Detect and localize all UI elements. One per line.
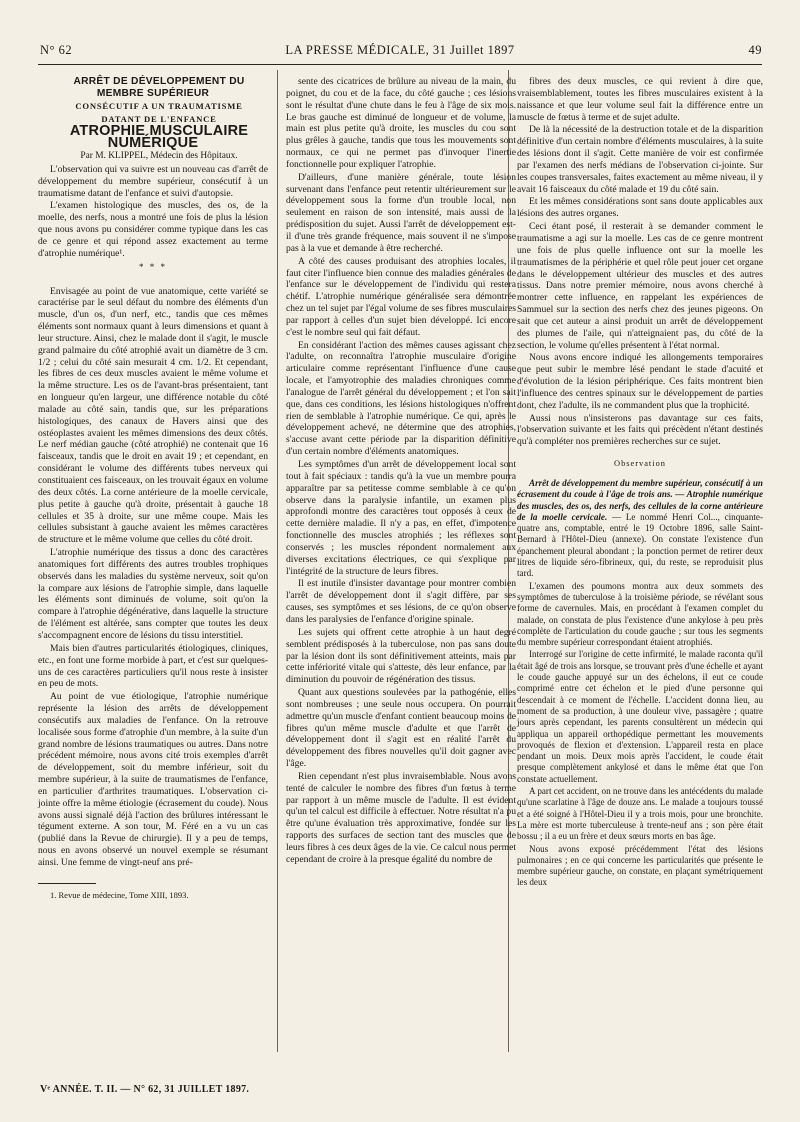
paragraph: Nous avons encore indiqué les allongements temporaires que peut subir le membre lésé pendant le stade d'acuité et d'évolution de la lésion périphérique. Ces faits montrent bien l'influence des centres spinaux sur le développement de parties dont, chez l'adulte, ils ne commandent plus que la trophicité. xyxy=(517,352,763,411)
observation-lead-rest: — Le nommé Henri Col..., cinquante-quatre ans, comptable, entré le 19 Octobre 1896, salle Saint-Bernard à l'Hôtel-Dieu (annexe). On constate l'existence d'un épanchement pleural abondant ; la ponction permet de retirer deux litres de liquide séro-fibrineux, qui, du reste, se reproduisit plus tard. xyxy=(517,511,763,579)
column-1 xyxy=(38,76,268,903)
section-separator: * * * xyxy=(139,261,167,272)
column-divider-1 xyxy=(277,70,278,1052)
paragraph: Les symptômes d'un arrêt de développement local sont tout à fait spéciaux : tandis qu'à la vue un membre pourra apparaître par sa petitesse comme semblable à ce qu'on observe dans la paralysie infantile, un examen plus approfondi montre des caractères tout opposés à ceux de cette dernière maladie. Il n'y a pas, en effet, d'impotence fonctionnelle des muscles atrophiés ; les réflexes sont conservés ; les muscles répondent normalement aux diverses excitations électriques, ce qui s'explique par l'intégrité de la structure de leurs fibres. xyxy=(286,459,516,577)
page-number: 49 xyxy=(748,43,762,57)
article-title-line1: ARRÊT DE DÉVELOPPEMENT DU MEMBRE SUPÉRIEUR xyxy=(73,76,245,99)
paragraph: Interrogé sur l'origine de cette infirmité, le malade raconta qu'il était âgé de trois ans lorsque, se trouvant près d'une échelle et ayant le coude gauche appuyé sur un des échelons, il eut ce coude comprimé entre cet échelon et le pied d'une personne qui descendait à ce moment de l'échelle. L'accident donna lieu, au moment de sa production, à une douleur vive, passagère ; quatre jours après cependant, les parents consultèrent un médecin qui appliqua un appareil orthopédique permettant les mouvements provoqués de flexion et d'extension. L'appareil resta en place pendant un mois. Deux mois après l'accident, le coude était presque complètement ankylosé et dans le même état que l'on constate actuellement. xyxy=(517,649,763,784)
paragraph: De là la nécessité de la destruction totale et de la disparition définitive d'un certain nombre d'éléments musculaires, à la suite des lésions dont il s'agit. Cette manière de voir est confirmée par l'examen des nerfs médians de l'observation ci-jointe. Sur les coupes transversales, faites exactement au même niveau, il y avait 16 faisceaux du côté malade et 19 du côté sain. xyxy=(517,124,763,195)
observation-lead: Arrêt de développement du membre supérieur, consécutif à un écrasement du coude à l'âge de trois ans. — Atrophie numérique des muscles, des os, des nerfs, des cellules de la corne antérieure de la moelle cervicale. xyxy=(517,478,763,522)
paragraph: L'observation qui va suivre est un nouveau cas d'arrêt de développement du membre supérieur, consécutif à un traumatisme datant de l'enfance et suivi d'autopsie. xyxy=(38,163,268,199)
paragraph: Au point de vue étiologique, l'atrophie numérique représente la lésion des arrêts de développement consécutifs aux maladies de l'enfance. On la retrouve localisée sous forme d'atrophie d'un membre, à la suite d'un grand nombre de lésions traumatiques ou autres. Dans notre précédent mémoire, nous avons cité trois exemples d'arrêt de développement, soit du membre inférieur, soit du membre supérieur, à la suite de traumatismes de l'enfance, en particulier d'arthrites traumatiques. L'observation ci-jointe offre la même étiologie (écrasement du coude). Nous avons aussi signalé déjà l'action des brûlures intéressant le tégument externe. A son tour, M. Féré en a vu un cas (publié dans la Revue de chirurgie). Il y a peu de temps, nous en avons observé un nouvel exemple se résumant ainsi. Une femme de vingt-neuf ans pré- xyxy=(38,691,268,868)
paragraph: Mais bien d'autres particularités étiologiques, cliniques, etc., en font une forme morbide à part, et c'est sur quelques-uns de ces caractères particuliers qu'il nous reste à insister en peu de mots. xyxy=(38,642,268,690)
article-main-title: ATROPHIE MUSCULAIRE NUMÉRIQUE xyxy=(69,123,249,152)
journal-title: LA PRESSE MÉDICALE, 31 Juillet 1897 xyxy=(285,43,515,57)
paragraph: Ceci étant posé, il resterait à se demander comment le traumatisme a agi sur la moelle. Les cas de ce genre montrent une fois de plus quelle influence ont sur la moelle les traumatismes de la périphérie et quel rôle peut jouer cet organe dans le développement ultérieur des muscles et des autres tissus. Dans notre premier mémoire, nous avons cherché à montrer cette influence, en rappelant les expériences de Sammuel sur la section des nerfs chez des jeunes pigeons. On sait que cet auteur a ainsi produit un arrêt de développement des plumes de l'aile, qui n'atteignaient pas, du côté de la section, le volume qu'elles présentent à l'état normal. xyxy=(517,221,763,351)
column-3 xyxy=(517,76,763,890)
volume-line: Vᵉ ANNÉE. T. II. — N° 62, 31 JUILLET 1897. xyxy=(40,1084,250,1095)
article-byline: Par M. KLIPPEL, Médecin des Hôpitaux. xyxy=(80,151,238,162)
paragraph: sente des cicatrices de brûlure au niveau de la main, du poignet, du cou et de la face, du côté gauche ; ces lésions sont le résultat d'une chute dans le feu à l'âge de six mois. Le bras gauche est diminué de longueur et de volume, la main est plus petite qu'à droite, les muscles du cou sont plus grêles à gauche, tandis que tous les mouvements sont normaux, ce qui ne permet pas d'invoquer l'inertie fonctionnelle pour expliquer l'atrophie. xyxy=(286,76,516,170)
header-rule xyxy=(38,64,762,65)
paragraph: Nous avons exposé précédemment l'état des lésions pulmonaires ; en ce qui concerne les particularités que présente le membre supérieur gauche, on constate, en plaçant symétriquement les deux xyxy=(517,843,763,888)
paragraph: L'atrophie numérique des tissus a donc des caractères anatomiques fort différents des autres troubles trophiques observés dans les maladies du système nerveux, soit qu'on la compare aux lésions de l'atrophie simple, dans laquelle les éléments sont diminués de volume, soit qu'on la compare à l'atrophie dégénérative, dans laquelle la structure de l'élément est altérée, sans compter que toutes les deux s'accompagnent encore de lésions du tissu interstitiel. xyxy=(38,547,268,641)
paragraph: L'examen des poumons montra aux deux sommets des symptômes de tuberculose à la troisième période, se révélant sous forme de cavernules. Mais, en procédant à l'examen complet du malade, on constata de plus l'existence d'une ankylose à peu près complète de l'articulation du coude gauche ; sur tous les segments du membre supérieur correspondant étaient atrophiés. xyxy=(517,580,763,648)
article-title-line2: CONSÉCUTIF A UN TRAUMATISME xyxy=(75,100,243,111)
paragraph: Rien cependant n'est plus invraisemblable. Nous avons tenté de calculer le nombre des fibres d'un fœtus à terme par rapport à un même muscle de l'adulte. Il est évident qu'un tel calcul est difficile à effectuer. Notre résultat n'a pu être qu'une évaluation très approximative, fondée sur les rapports des surfaces de section tant des muscles que de leurs fibres à ces deux âges de la vie. Ce calcul nous permet cependant de croire à la presque égalité du nombre de xyxy=(286,770,516,865)
paragraph: D'ailleurs, d'une manière générale, toute lésion survenant dans l'enfance peut retentir ultérieurement sur le développement sous la forme d'un trouble local, non seulement en raison de son intensité, mais aussi de la prédisposition du sujet. Aussi l'arrêt de développement est-il d'une très grande fréquence, mais souvent il ne s'impose pas à la vue et demande à être recherché. xyxy=(286,171,516,254)
paragraph: Aussi nous n'insisterons pas davantage sur ces faits, l'observation suivante et les faits qui précèdent n'étant destinés qu'à compléter nos premières recherches sur ce sujet. xyxy=(517,412,763,448)
paragraph: fibres des deux muscles, ce qui revient à dire que, vraisemblablement, toutes les fibres musculaires existent à la naissance et que leur volume seul fait la différence entre un muscle de fœtus à terme et de sujet adulte. xyxy=(517,76,763,123)
column-2 xyxy=(286,76,516,867)
paragraph: Et les mêmes considérations sont sans doute applicables aux lésions des autres organes. xyxy=(517,196,763,220)
paragraph: Envisagée au point de vue anatomique, cette variété se caractérise par le seul défaut du nombre des éléments d'un muscle, d'un os, d'un nerf, etc., tandis que ces mêmes éléments sont normaux quant à leurs dimensions et quant à leur structure. Ainsi, chez le malade dont il s'agit, le muscle grand palmaire du côté atrophié avait un diamètre de 3 cm. 1/2 ; celui du côté sain mesurait 4 cm. 1/2. Et cependant, les fibres de ces deux muscles avaient le même volume et la même structure. Les os de l'avant-bras présentaient, tant en longueur qu'en largeur, une différence notable du côté malade au côté sain, tandis que, sur les préparations histologiques, des canaux de Havers ainsi que des ostéoplastes avaient les mêmes dimensions des deux côtés. Le nerf médian gauche (côté atrophié) ne contenait que 16 faisceaux, tandis que le droit en avait 19 ; et cependant, en considérant le volume des différents tubes nerveux qui constituaient ces faisceaux, on les trouvait égaux en volume des deux côtés. La corne antérieure de la moelle cervicale, plus petite à gauche qu'à droite, présentait à gauche 18 cellules et 35 à droite, sur une même coupe. Mais les cellules subsistant à gauche avaient les mêmes caractères de structure et le même volume que celles du côté droit. xyxy=(38,285,268,546)
article-title-line3: DATANT DE L'ENFANCE xyxy=(101,113,217,124)
observation-section xyxy=(517,478,763,889)
paragraph: Les sujets qui offrent cette atrophie à un haut degré semblent prédisposés à la tuberculose, non pas sans doute par la lésion dont ils sont définitivement atteints, mais par cette infériorité vitale qui s'atteste, dès leur enfance, par la diminution du pouvoir de régénération des tissus. xyxy=(286,626,516,686)
issue-number: N° 62 xyxy=(40,43,73,57)
paragraph: A côté des causes produisant des atrophies locales, il faut citer l'influence bien connue des maladies générales de l'enfance sur le développement de l'individu qui restera chétif. L'atrophie numérique généralisée sera démontrée chez un tel sujet par l'égal volume de ses fibres musculaires par rapport à celles d'un sujet bien développé. Ici encore c'est le nombre seul qui fait défaut. xyxy=(286,255,516,338)
running-header xyxy=(38,40,762,60)
observation-heading: Observation xyxy=(614,459,666,469)
paragraph: En considérant l'action des mêmes causes agissant chez l'adulte, on reconnaîtra l'atrophie musculaire d'origine articulaire comme représentant l'influence d'une cause locale, et l'amyotrophie des maladies chroniques comme l'analogue de l'arrêt général du développement ; et l'on sait que, dans ces conditions, les lésions histologiques n'offrent rien de semblable à l'atrophie numérique. Ce qui, après le développement achevé, ne détermine que des atrophies, s'accuse avant cette période par la disparition définitive d'un certain nombre d'éléments anatomiques. xyxy=(286,339,516,458)
paragraph: Quant aux questions soulevées par la pathogénie, elles sont nombreuses ; une seule nous occupera. On pourrait admettre qu'un muscle d'enfant contient beaucoup moins de fibres qu'un même muscle d'adulte et que l'arrêt de développement dont il s'agit est en réalité l'arrêt du développement des fibres nouvelles qu'il doit gagner avec l'âge. xyxy=(286,687,516,770)
paragraph: A part cet accident, on ne trouve dans les antécédents du malade qu'une scarlatine à l'âge de douze ans. Le malade a toujours toussé et a été soigné à l'Hôtel-Dieu il y a trois mois, pour une bronchite. La mère est morte tuberculeuse à trente-neuf ans ; son père était bossu ; il a eu un frère et deux sœurs morts en bas âge. xyxy=(517,786,763,842)
paragraph: L'examen histologique des muscles, des os, de la moelle, des nerfs, nous a montré une fois de plus la lésion que nous avons pu considérer comme typique dans les cas de ce genre et qui répond assez exactement au terme d'atrophie numérique¹. xyxy=(38,200,268,259)
paragraph: Il est inutile d'insister davantage pour montrer combien l'arrêt de développement dont il s'agit diffère, par ses causes, ses symptômes et ses lésions, de ce qu'on observe dans les paralysies de l'enfance d'origine spinale. xyxy=(286,578,516,625)
footnote-rule xyxy=(38,883,96,884)
observation-lead-paragraph xyxy=(517,478,763,580)
footnote: 1. Revue de médecine, Tome XIII, 1893. xyxy=(50,889,189,900)
